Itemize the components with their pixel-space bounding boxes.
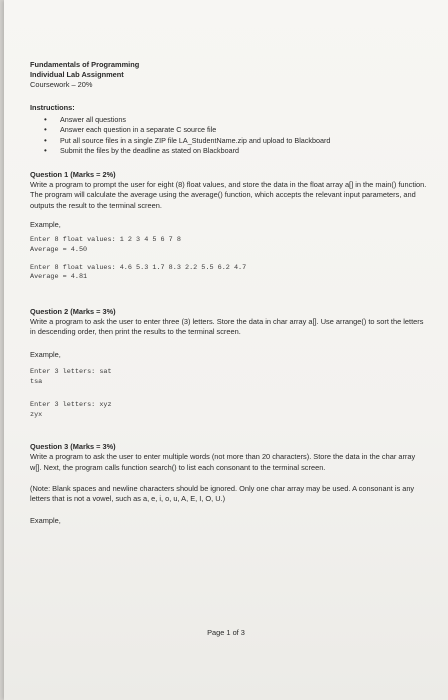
q2-example-1-output: tsa — [30, 377, 43, 386]
q2-text: Write a program to ask the user to enter three (3) letters. Store the data in char array a[]. Use arrange() to sort the letters in descending order, then print the results to the terminal screen. — [30, 316, 424, 337]
instructions-section — [30, 103, 428, 157]
q1-example-1-output: Average = 4.50 — [30, 246, 88, 254]
q2-example-2-input: Enter 3 letters: xyz — [30, 401, 112, 410]
instruction-item: • Put all source files in a single ZIP file LA_StudentName.zip and upload to Blackboard — [44, 136, 428, 146]
document-content — [30, 60, 428, 526]
q1-example-2-output: Average = 4.81 — [30, 273, 88, 282]
q3-example-label: Example, — [30, 515, 61, 525]
q1-text: Write a program to prompt the user for eight (8) float values, and store the data in the float array a[] in the main() function. The program will calculate the average using the average() function, which accepts the relevant input parameters, and outputs the result to the terminal screen. — [30, 179, 427, 210]
instruction-item: • Submit the files by the deadline as stated on Blackboard — [44, 146, 428, 156]
course-title: Fundamentals of Programming — [30, 60, 140, 69]
page-number: Page 1 of 3 — [207, 628, 245, 637]
q3-title: Question 3 (Marks = 3%) — [30, 442, 116, 452]
question-3 — [30, 442, 428, 525]
q2-example-2-output: zyx — [30, 410, 43, 419]
q1-example-1-input: Enter 8 float values: 1 2 3 4 5 6 7 8 — [30, 236, 181, 245]
q2-title: Question 2 (Marks = 3%) — [30, 306, 116, 316]
question-1 — [30, 170, 428, 283]
q1-example-2-input: Enter 8 float values: 4.6 5.3 1.7 8.3 2.2 5.5 6.2 4.7 — [30, 263, 247, 272]
q3-note: (Note: Blank spaces and newline characters should be ignored. Only one char array may be used. A consonant is any letters that is not a vowel, such as a, e, i, o, u, A, E, I, O, U.) — [30, 483, 415, 504]
q1-example-label: Example, — [30, 220, 61, 230]
q1-title: Question 1 (Marks = 2%) — [30, 169, 116, 179]
instruction-item: • Answer all questions — [44, 115, 428, 125]
instruction-item: • Answer each question in a separate C source file — [44, 125, 428, 135]
q2-example-label: Example, — [30, 349, 61, 359]
question-2 — [30, 307, 428, 421]
document-header — [30, 60, 428, 90]
q2-example-1-input: Enter 3 letters: sat — [30, 367, 112, 376]
q3-text: Write a program to ask the user to enter multiple words (not more than 20 characters). Store the data in the char array w[]. Next, the program calls function search() to list each consonant to the terminal screen. — [30, 452, 416, 472]
instructions-heading: Instructions: — [30, 103, 75, 112]
document-page — [4, 0, 448, 700]
assignment-title: Individual Lab Assignment — [30, 70, 124, 79]
instructions-list — [30, 115, 428, 157]
coursework-weight: Coursework – 20% — [30, 80, 93, 89]
